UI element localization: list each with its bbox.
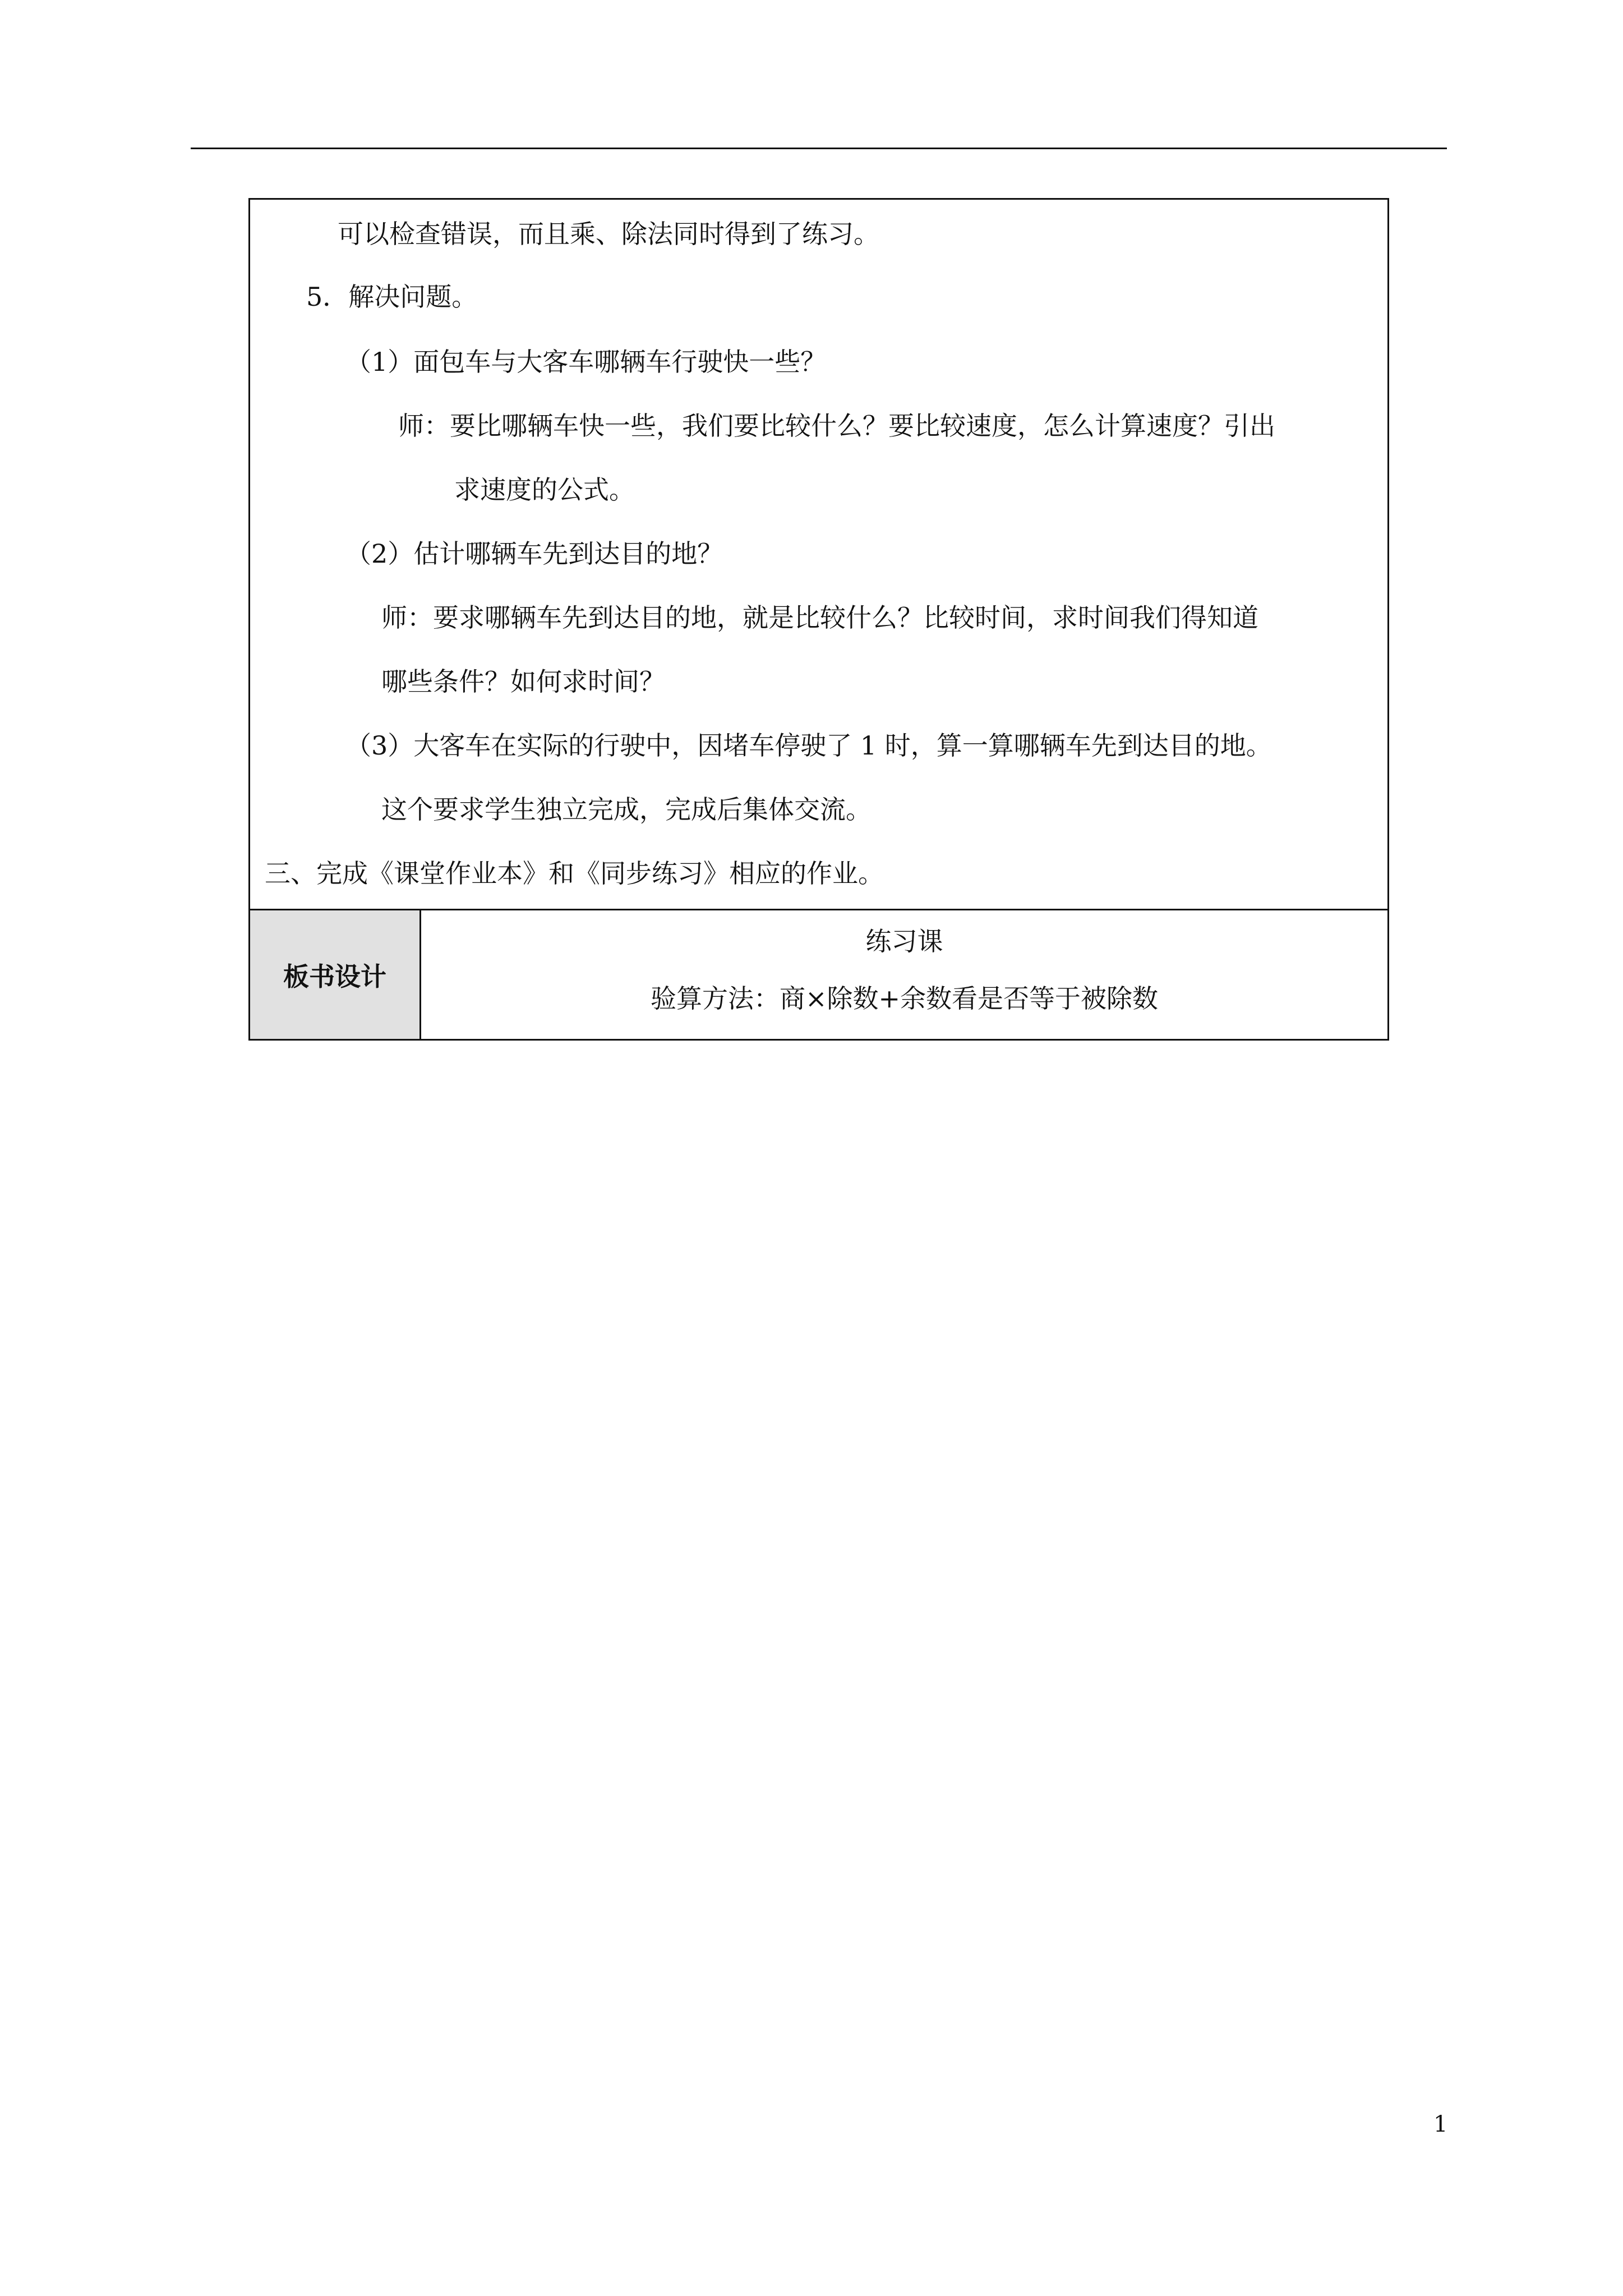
text-line-solve-problems: 5．解决问题。	[306, 282, 478, 312]
text-line-check-errors: 可以检查错误，而且乘、除法同时得到了练习。	[338, 219, 879, 249]
text-line-teacher-speed: 师：要比哪辆车快一些，我们要比较什么？要比较速度，怎么计算速度？引出	[398, 411, 1275, 441]
page-number: 1	[1433, 2111, 1448, 2137]
text-line-question-2: （2）估计哪辆车先到达目的地？	[345, 539, 723, 569]
text-line-time-conditions: 哪些条件？如何求时间？	[381, 666, 665, 697]
lesson-plan-table	[248, 198, 1389, 1041]
board-title: 练习课	[865, 926, 943, 956]
text-line-independent-work: 这个要求学生独立完成，完成后集体交流。	[381, 794, 872, 825]
lesson-steps-cell	[250, 200, 1387, 910]
text-line-question-3: （3）大客车在实际的行驶中，因堵车停驶了 1 时，算一算哪辆车先到达目的地。	[345, 730, 1272, 761]
board-design-label: 板书设计	[250, 910, 421, 1039]
text-line-question-1: （1）面包车与大客车哪辆车行驶快一些？	[345, 347, 827, 377]
board-design-content	[421, 910, 1387, 1039]
text-line-speed-formula: 求速度的公式。	[454, 475, 635, 505]
board-verification-method: 验算方法：商×除数+余数看是否等于被除数	[650, 983, 1159, 1014]
text-line-homework: 三、完成《课堂作业本》和《同步练习》相应的作业。	[265, 858, 884, 889]
text-line-teacher-time: 师：要求哪辆车先到达目的地，就是比较什么？比较时间，求时间我们得知道	[381, 602, 1258, 633]
header-rule	[191, 148, 1447, 149]
